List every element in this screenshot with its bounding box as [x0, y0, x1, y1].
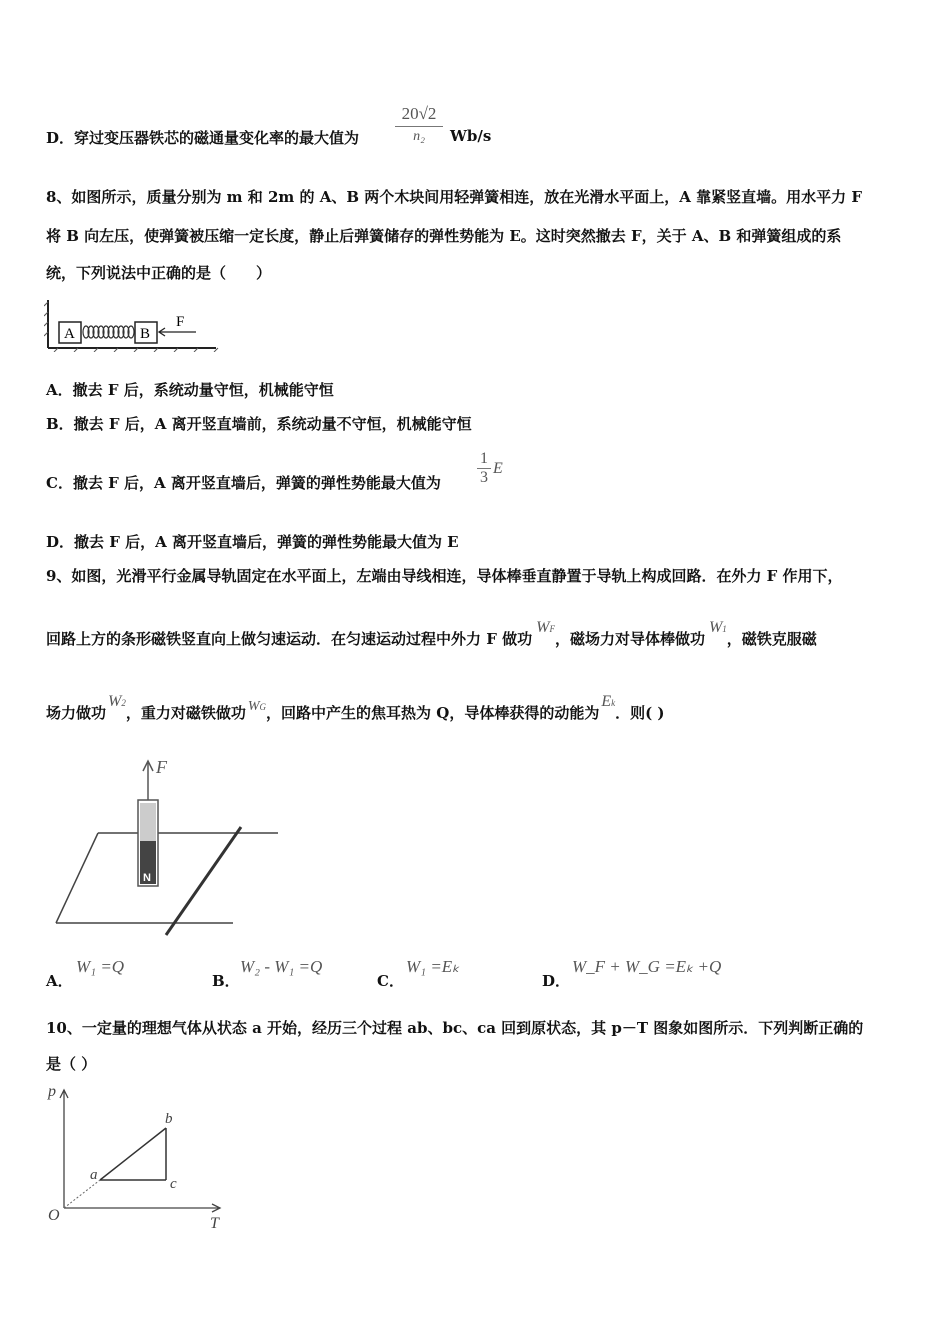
spring — [83, 326, 134, 338]
q9-option-d-expr: W_F + W_G =Eₖ +Q — [572, 957, 722, 976]
q8-stem-line1: 8、如图所示，质量分别为 m 和 2m 的 A、B 两个木块间用轻弹簧相连，放在光滑水平面上，A 靠紧竖直墙。用水平力 F — [46, 188, 863, 206]
x-axis-label: T — [210, 1215, 219, 1232]
q9-stem-line1: 9、如图，光滑平行金属导轨固定在水平面上，左端由导线相连，导体棒垂直静置于导轨上构成回路．在外力 F 作用下， — [46, 567, 843, 585]
process-ab — [100, 1128, 166, 1180]
q9-ek-symbol: Ek — [601, 693, 616, 710]
q8-option-c-fraction — [477, 450, 491, 487]
q9-option-c-label: C． — [377, 972, 404, 990]
block-a-label: A — [64, 326, 75, 342]
q9-option-d-label: D． — [542, 972, 571, 990]
q8-option-d: D．撤去 F 后，A 离开竖直墙后，弹簧的弹性势能最大值为 E — [46, 533, 459, 551]
q10-stem-line2: 是（ ） — [46, 1055, 97, 1073]
block-b-label: B — [140, 326, 151, 342]
q9-option-a-label: A． — [46, 972, 73, 990]
q9-stem-line3: 场力做功W2，重力对磁铁做功 WG，回路中产生的焦耳热为 Q，导体棒获得的动能为Ek．则( ) — [46, 693, 665, 722]
point-c-label: c — [170, 1176, 177, 1192]
q7-fraction-numerator: 20√2 — [401, 104, 437, 123]
origin-label: O — [48, 1207, 60, 1224]
dashed-line-to-origin — [64, 1180, 100, 1208]
q8-option-a: A．撤去 F 后，系统动量守恒，机械能守恒 — [46, 381, 334, 399]
q10-pT-graph — [44, 1078, 234, 1233]
q9-option-c-expr: W₁ =Eₖ — [406, 957, 460, 976]
q9-stem-line2: 回路上方的条形磁铁竖直向上做匀速运动．在匀速运动过程中外力 F 做功WF，磁场力对导体棒做功W1，磁铁克服磁 — [46, 619, 817, 648]
q7-fraction-denominator: n₂ — [413, 129, 425, 144]
q8-stem-line2: 将 B 向左压，使弹簧被压缩一定长度，静止后弹簧储存的弹性势能为 E。这时突然撤去 F，关于 A、B 和弹簧组成的系 — [46, 227, 842, 245]
point-a-label: a — [90, 1167, 98, 1183]
q8-option-c-denominator: 3 — [480, 469, 488, 486]
q9-w1-symbol: W1 — [708, 619, 727, 636]
force-label: F — [156, 757, 167, 777]
rail-left — [56, 833, 98, 923]
q8-option-b: B．撤去 F 后，A 离开竖直墙前，系统动量不守恒，机械能守恒 — [46, 415, 472, 433]
q9-wf-symbol: WF — [536, 619, 555, 636]
q9-magnet-rail-figure — [48, 755, 288, 940]
q9-w2-symbol: W2 — [108, 693, 126, 710]
q8-stem-line3: 统，下列说法中正确的是（ ） — [46, 264, 272, 282]
q9-option-b-label: B． — [212, 972, 240, 990]
magnet-pole-label: N — [143, 872, 151, 884]
q9-option-a-expr: W₁ =Q — [76, 957, 125, 976]
point-b-label: b — [165, 1111, 173, 1127]
q10-stem-line1: 10、一定量的理想气体从状态 a 开始，经历三个过程 ab、bc、ca 回到原状态，其 p－T 图象如图所示．下列判断正确的 — [46, 1019, 864, 1037]
q7-option-d-fraction — [395, 104, 443, 145]
q7-option-d: D．穿过变压器铁芯的磁通量变化率的最大值为 — [46, 129, 360, 147]
q8-spring-figure — [44, 298, 219, 352]
q8-option-c-variable: E — [493, 460, 503, 477]
conductor-rod — [166, 827, 241, 935]
q9-option-b-expr: W₂ - W₁ =Q — [240, 957, 323, 976]
q7-option-d-unit: Wb/s — [450, 127, 492, 145]
magnet-light-half — [140, 803, 156, 841]
q8-option-c-numerator: 1 — [480, 450, 488, 467]
q8-option-c: C．撤去 F 后，A 离开竖直墙后，弹簧的弹性势能最大值为 — [46, 474, 441, 492]
force-label: F — [176, 314, 185, 330]
y-axis-label: p — [48, 1083, 56, 1100]
q9-wg-symbol: WG — [247, 699, 267, 714]
